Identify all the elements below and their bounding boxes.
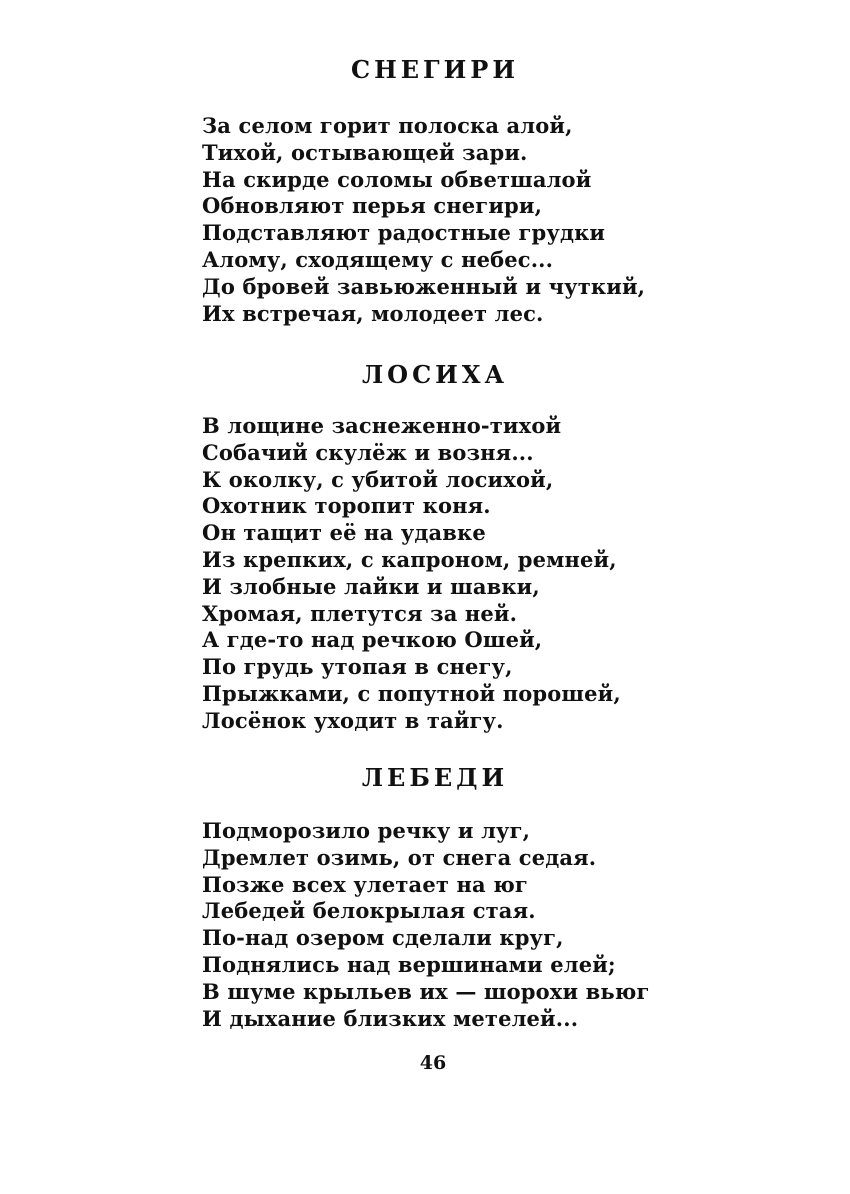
poem-line: Хромая, плетутся за ней.: [202, 600, 518, 626]
poem-stanza: [202, 413, 621, 735]
page-number: 46: [419, 1052, 447, 1074]
poem-line: В лощине заснеженно-тихой: [202, 413, 562, 438]
poem-line: Их встречая, молодеет лес.: [202, 300, 544, 326]
poem-line: Охотник торопит коня.: [202, 493, 491, 519]
poem-line: Дремлет озимь, от снега седая.: [202, 844, 597, 870]
poem-line: По-над озером сделали круг,: [202, 925, 564, 951]
poem-line: По грудь утопая в снегу,: [202, 654, 513, 680]
poem-title: ЛЕБЕДИ: [361, 763, 509, 792]
poem-line: Обновляют перья снегири,: [202, 193, 543, 219]
poem-line: Поднялись над вершинами елей;: [202, 951, 616, 977]
poem-line: К околку, с убитой лосихой,: [202, 466, 554, 492]
poem-line: Подставляют радостные грудки: [202, 220, 606, 246]
poem-line: За селом горит полоска алой,: [202, 113, 573, 138]
poem-line: Он тащит её на удавке: [202, 520, 486, 546]
poem-stanza: [202, 818, 650, 1032]
poem-title: ЛОСИХА: [361, 360, 509, 389]
poem-line: В шуме крыльев их — шорохи вьюг: [202, 978, 650, 1004]
poem-line: Прыжками, с попутной порошей,: [202, 680, 621, 706]
poem-line: До бровей завьюженный и чуткий,: [202, 273, 646, 299]
poem-line: Собачий скулёж и возня...: [202, 439, 534, 465]
poem-title: СНЕГИРИ: [350, 55, 520, 84]
poem-line: Подморозило речку и луг,: [202, 818, 531, 843]
poem-line: Лебедей белокрылая стая.: [202, 898, 536, 924]
poem-stanza: [202, 113, 645, 327]
poem-line: Алому, сходящему с небес...: [202, 246, 554, 272]
poem-line: И дыхание близких метелей...: [202, 1005, 579, 1031]
poem-line: На скирде соломы обветшалой: [202, 166, 592, 192]
poem-line: Тихой, остывающей зари.: [202, 139, 528, 165]
poem-line: Позже всех улетает на юг: [202, 871, 528, 897]
poem-line: Из крепких, с капроном, ремней,: [202, 546, 617, 572]
poem-line: И злобные лайки и шавки,: [202, 573, 540, 599]
poem-line: А где-то над речкою Ошей,: [202, 627, 543, 653]
poem-line: Лосёнок уходит в тайгу.: [202, 707, 504, 733]
